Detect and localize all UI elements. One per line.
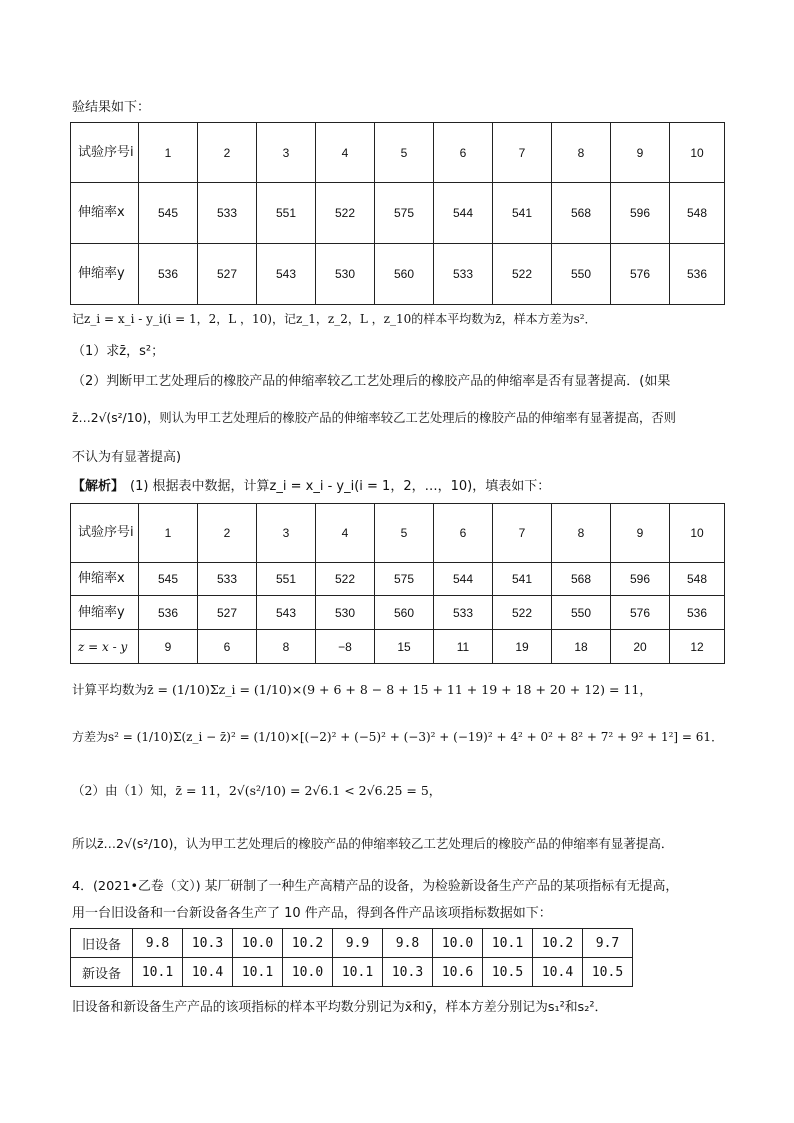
table-cell: 536 [670, 244, 725, 305]
analysis-line-1: (1) 根据表中数据，计算z_i = x_i - y_i(i = 1，2，…，10)，填表如下： [130, 479, 551, 494]
table-cell: 533 [198, 563, 257, 596]
table-cell: 536 [670, 596, 725, 630]
table-1 [70, 122, 725, 305]
table-cell: 10.6 [433, 958, 483, 987]
table-cell: 544 [434, 183, 493, 244]
table-cell: 10.3 [383, 958, 433, 987]
table-cell: 9.8 [383, 929, 433, 958]
table-4 [70, 928, 633, 987]
table-cell: 7 [493, 123, 552, 183]
table-row [71, 929, 633, 958]
table-cell: 6 [434, 123, 493, 183]
table-cell: 10.1 [233, 958, 283, 987]
table-cell: 541 [493, 563, 552, 596]
table-cell: 10.3 [183, 929, 233, 958]
conclusion-line: 所以z̄…2√(s²/10)，认为甲工艺处理后的橡胶产品的伸缩率较乙工艺处理后的橡胶产品的伸缩率有显著提高． [72, 836, 674, 851]
table-cell: 10.0 [433, 929, 483, 958]
table-header-cell: 旧设备 [71, 929, 133, 958]
question-2-line-2: z̄…2√(s²/10)，则认为甲工艺处理后的橡胶产品的伸缩率较乙工艺处理后的橡胶产品的伸缩率有显著提高，否则 [72, 411, 676, 425]
table-cell: 10.0 [233, 929, 283, 958]
table-header-cell: 试验序号i [71, 123, 139, 183]
table-cell: 10.2 [283, 929, 333, 958]
table-cell: 596 [611, 563, 670, 596]
table-cell: 10 [670, 123, 725, 183]
table-cell: 10.1 [333, 958, 383, 987]
table-cell: 20 [611, 630, 670, 664]
table-cell: 522 [493, 596, 552, 630]
table-cell: 10.4 [533, 958, 583, 987]
question-4-line-1: 4．(2021•乙卷（文）) 某厂研制了一种生产高精产品的设备，为检验新设备生产产品的某项指标有无提高， [72, 879, 679, 894]
table-cell: 545 [139, 183, 198, 244]
table-cell: 8 [552, 504, 611, 563]
table-header-cell: 伸缩率x [71, 183, 139, 244]
table-cell: 10.5 [483, 958, 533, 987]
table-cell: 9 [139, 630, 198, 664]
table-cell: 10.2 [533, 929, 583, 958]
table-cell: 550 [552, 596, 611, 630]
table-row [71, 504, 725, 563]
table-header-cell: 新设备 [71, 958, 133, 987]
table-2 [70, 503, 725, 664]
table-cell: 522 [493, 244, 552, 305]
table-cell: 522 [316, 563, 375, 596]
table-cell: 533 [434, 596, 493, 630]
table-cell: 575 [375, 183, 434, 244]
table-cell: −8 [316, 630, 375, 664]
table-cell: 5 [375, 504, 434, 563]
table-cell: 8 [552, 123, 611, 183]
table-cell: 10.1 [133, 958, 183, 987]
table-cell: 18 [552, 630, 611, 664]
table-cell: 2 [198, 504, 257, 563]
table-cell: 575 [375, 563, 434, 596]
table-header-cell: 伸缩率y [71, 244, 139, 305]
table-cell: 596 [611, 183, 670, 244]
table-cell: 10.5 [583, 958, 633, 987]
table-cell: 533 [434, 244, 493, 305]
intro-text: 验结果如下： [72, 100, 151, 115]
table-cell: 10.0 [283, 958, 333, 987]
table-cell: 533 [198, 183, 257, 244]
table-cell: 9.9 [333, 929, 383, 958]
table-cell: 568 [552, 183, 611, 244]
mean-line: 计算平均数为z̄ = (1/10)Σz_i = (1/10)×(9 + 6 + 8 − 8 + 15 + 11 + 19 + 18 + 20 + 12) = 11， [72, 682, 652, 697]
table-cell: 530 [316, 596, 375, 630]
table-cell: 9.8 [133, 929, 183, 958]
analysis-label: 【解析】 [72, 479, 125, 494]
table-cell: 527 [198, 596, 257, 630]
table-cell: 576 [611, 244, 670, 305]
table-cell: 550 [552, 244, 611, 305]
question-4-line-2: 用一台旧设备和一台新设备各生产了 10 件产品，得到各件产品该项指标数据如下： [72, 906, 552, 921]
definition-line: 记z_i = x_i - y_i(i = 1，2，L ，10)，记z_1，z_2，L ，z_10的样本平均数为z̄，样本方差为s²． [72, 312, 597, 326]
table-cell: 522 [316, 183, 375, 244]
table-cell: 530 [316, 244, 375, 305]
table-cell: 3 [257, 504, 316, 563]
table-row [71, 596, 725, 630]
table-row [71, 123, 725, 183]
table-row [71, 958, 633, 987]
table-cell: 545 [139, 563, 198, 596]
table-cell: 527 [198, 244, 257, 305]
table-cell: 4 [316, 123, 375, 183]
part-2-line: （2）由（1）知，z̄ = 11，2√(s²/10) = 2√6.1 < 2√6.25 = 5， [72, 783, 442, 798]
table-cell: 543 [257, 244, 316, 305]
table-row [71, 183, 725, 244]
table-cell: 548 [670, 183, 725, 244]
table-cell: 7 [493, 504, 552, 563]
table-cell: 536 [139, 244, 198, 305]
table-cell: 19 [493, 630, 552, 664]
table-cell: 551 [257, 563, 316, 596]
table-cell: 541 [493, 183, 552, 244]
table-row [71, 244, 725, 305]
table-cell: 9 [611, 123, 670, 183]
table-cell: 544 [434, 563, 493, 596]
table-cell: 560 [375, 596, 434, 630]
table-cell: 6 [198, 630, 257, 664]
table-cell: 3 [257, 123, 316, 183]
table-cell: 10 [670, 504, 725, 563]
question-2-line-1: （2）判断甲工艺处理后的橡胶产品的伸缩率较乙工艺处理后的橡胶产品的伸缩率是否有显著提高．(如果 [72, 374, 671, 389]
table-cell: 5 [375, 123, 434, 183]
question-2-line-3: 不认为有显著提高) [72, 450, 182, 465]
table-cell: 551 [257, 183, 316, 244]
table-cell: 9 [611, 504, 670, 563]
table-cell: 10.1 [483, 929, 533, 958]
table-cell: 560 [375, 244, 434, 305]
table-cell: 8 [257, 630, 316, 664]
table-cell: 576 [611, 596, 670, 630]
variance-line: 方差为s² = (1/10)Σ(z_i − z̄)² = (1/10)×[(−2)² + (−5)² + (−3)² + (−19)² + 4² + 0² + 8² + 7² + 9² + 1²] = 61． [72, 730, 724, 744]
table-cell: 12 [670, 630, 725, 664]
table-row [71, 630, 725, 664]
table-cell: 1 [139, 123, 198, 183]
table-cell: 10.4 [183, 958, 233, 987]
table-cell: 4 [316, 504, 375, 563]
table-cell: 6 [434, 504, 493, 563]
table-header-cell: 试验序号i [71, 504, 139, 563]
table-cell: 1 [139, 504, 198, 563]
question-1: （1）求z̄，s²； [72, 344, 165, 359]
table-header-cell: 伸缩率x [71, 563, 139, 596]
table-cell: 15 [375, 630, 434, 664]
table-cell: 11 [434, 630, 493, 664]
table-header-cell: 伸缩率y [71, 596, 139, 630]
table-cell: 568 [552, 563, 611, 596]
table-cell: 536 [139, 596, 198, 630]
table-cell: 9.7 [583, 929, 633, 958]
table-cell: 543 [257, 596, 316, 630]
table-row [71, 563, 725, 596]
table-cell: 2 [198, 123, 257, 183]
table-cell: 548 [670, 563, 725, 596]
final-line: 旧设备和新设备生产产品的该项指标的样本平均数分别记为x̄和ȳ，样本方差分别记为s₁²和s₂²． [72, 1000, 608, 1015]
table-header-cell: z = x - y [71, 630, 139, 664]
